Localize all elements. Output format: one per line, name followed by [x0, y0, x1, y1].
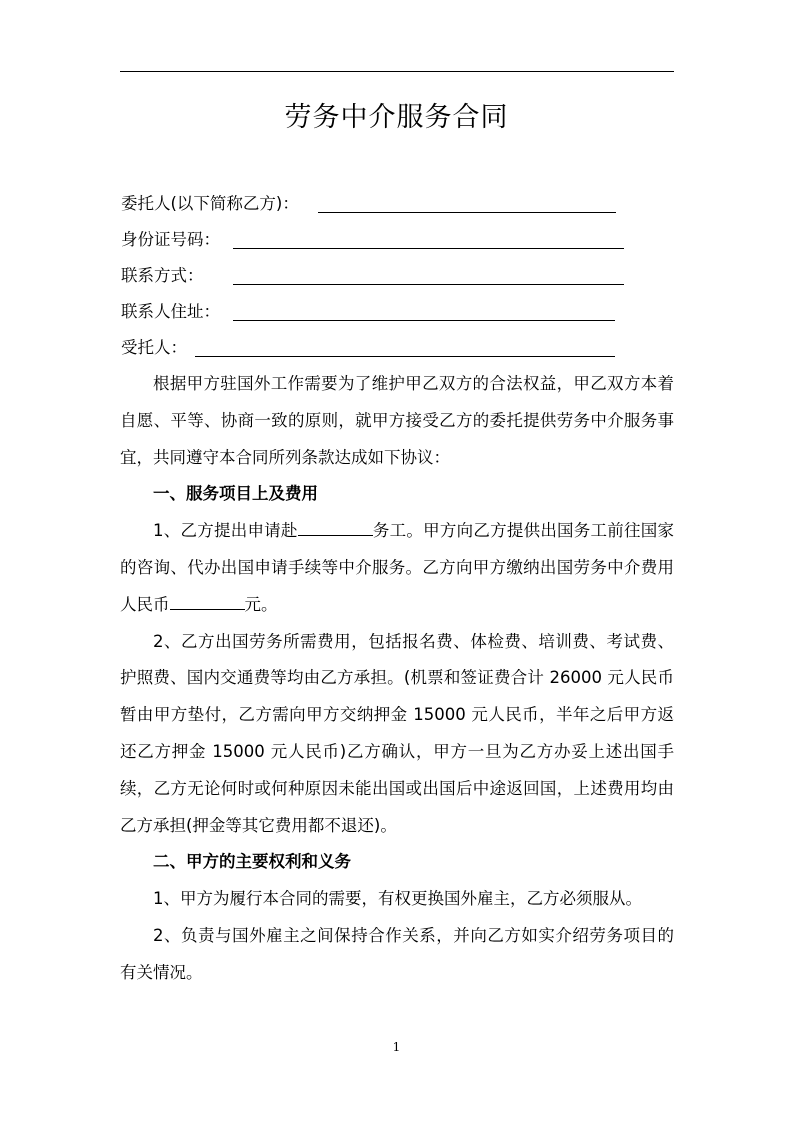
contact-field — [121, 263, 204, 289]
header-rule — [120, 71, 674, 72]
client-field — [121, 191, 299, 217]
id-number-label: 身份证号码： — [121, 230, 220, 249]
contract-body — [120, 366, 674, 992]
destination-blank — [298, 517, 373, 536]
page-number: 1 — [392, 1040, 401, 1054]
contact-address-label: 联系人住址： — [121, 302, 220, 321]
section1-heading: 一、服务项目上及费用 — [153, 484, 318, 504]
id-number-blank-line — [233, 248, 624, 249]
client-label: 委托人(以下简称乙方)： — [121, 194, 299, 213]
section1-item1 — [120, 513, 674, 623]
section2-heading: 二、甲方的主要权利和义务 — [153, 852, 351, 872]
contact-address-field — [121, 299, 220, 325]
trustee-label: 受托人： — [121, 338, 187, 357]
section1-item2: 2、乙方出国劳务所需费用，包括报名费、体检费、培训费、考试费、护照费、国内交通费等均由乙方承担。(机票和签证费合计 26000 元人民币暂由甲方垫付，乙方需向甲方交纳押金 15000 元人民币，半年之后甲方返还乙方押金 15000 元人民币)乙方确认，甲方一旦为乙方办妥上述出国手续，乙方无论何时或何种原因未能出国或出国后中途返回国，上述费用均由乙方承担(押金等其它费用都不退还)。 — [120, 631, 674, 835]
contact-blank-line — [233, 284, 624, 285]
id-number-field — [121, 227, 220, 253]
contact-address-blank-line — [233, 320, 615, 321]
fee-amount-blank — [170, 591, 245, 610]
section2-item2: 2、负责与国外雇主之间保持合作关系，并向乙方如实介绍劳务项目的有关情况。 — [120, 925, 674, 982]
section1-item1-text-c: 元。 — [244, 594, 278, 614]
section1-item1-text-b: 务工。甲方向乙方提供出国务工前往国家的咨询、代办出国申请手续等中介服务。乙方向甲方缴纳出国劳务中介费用人民币 — [120, 521, 675, 614]
section1-item1-text-a: 1、乙方提出申请赴 — [153, 521, 298, 541]
client-blank-line — [318, 212, 616, 213]
trustee-blank-line — [195, 356, 615, 357]
trustee-field — [121, 335, 187, 361]
document-title: 劳务中介服务合同 — [284, 102, 509, 133]
section2-item1: 1、甲方为履行本合同的需要，有权更换国外雇主，乙方必须服从。 — [153, 889, 642, 909]
preamble-paragraph: 根据甲方驻国外工作需要为了维护甲乙双方的合法权益，甲乙双方本着自愿、平等、协商一致的原则，就甲方接受乙方的委托提供劳务中介服务事宜，共同遵守本合同所列条款达成如下协议： — [120, 374, 674, 467]
contact-label: 联系方式： — [121, 266, 204, 285]
